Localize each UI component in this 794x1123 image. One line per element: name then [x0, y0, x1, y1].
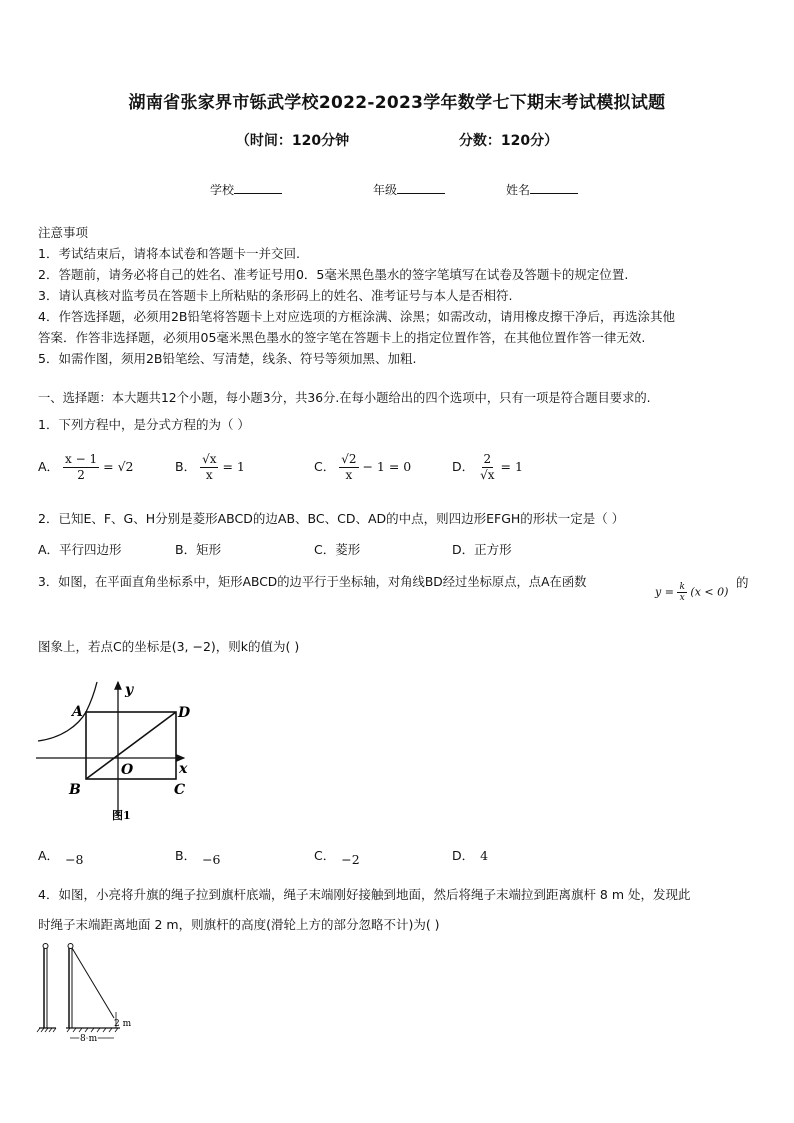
notice-heading: 注意事项 [38, 225, 89, 240]
q1-b-fraction [200, 452, 218, 483]
option-value: 4 [480, 848, 489, 863]
q1-d-fraction [478, 452, 496, 483]
pulley-right [68, 944, 73, 949]
notice-item: 4．作答选择题，必须用2B铅笔将答题卡上对应选项的方框涂满、涂黑；如需改动，请用橡皮擦干净后，再选涂其他 [38, 309, 675, 324]
question-4-stem-line1: 4．如图，小亮将升旗的绳子拉到旗杆底端，绳子末端刚好接触到地面，然后将绳子末端拉到距离旗杆 8 m 处，发现此 [38, 887, 691, 902]
distance-label: 8 m [80, 1034, 98, 1044]
q1-c-fraction [339, 452, 358, 483]
q1-a-rest: = √2 [103, 459, 134, 474]
height-label: 2 m [114, 1019, 132, 1029]
label-d: D [178, 705, 191, 721]
school-label: 学校 [210, 183, 235, 197]
label-b: B [69, 782, 81, 798]
q2-option-d: D．正方形 [452, 542, 512, 557]
option-label: C． [314, 459, 336, 474]
exam-score: 分数：120分） [458, 133, 559, 149]
option-label: D． [452, 848, 475, 863]
rope-pulled [72, 948, 114, 1018]
question-3-stem-line2: 图象上，若点C的坐标是(3, −2)，则k的值为( ) [38, 639, 300, 654]
notice-item: 2．答题前，请务必将自己的姓名、准考证号用0．5毫米黑色墨水的签字笔填写在试卷及答题卡的规定位置. [38, 267, 629, 282]
label-c: C [174, 782, 186, 798]
grade-blank [397, 182, 445, 194]
option-label: A． [38, 848, 60, 863]
question-4-stem-line2: 时绳子末端距离地面 2 m，则旗杆的高度(滑轮上方的部分忽略不计)为( ) [38, 917, 440, 932]
notice-item: 1．考试结束后，请将本试卷和答题卡一并交回. [38, 246, 300, 261]
q2-option-a: A．平行四边形 [38, 542, 122, 557]
q3-function [655, 582, 728, 603]
grade-field [373, 181, 445, 198]
option-label: C． [314, 848, 336, 863]
q3-option-c [314, 846, 360, 867]
notice-item: 答案．作答非选择题，必须用05毫米黑色墨水的签字笔在答题卡上的指定位置作答，在其他位置作答一律无效. [38, 330, 646, 345]
label-o: O [121, 762, 134, 778]
school-blank [234, 182, 282, 194]
q1-d-rest: = 1 [500, 459, 523, 474]
exam-meta [0, 130, 794, 150]
option-label: B． [175, 848, 197, 863]
denominator: x [205, 468, 213, 482]
name-blank [530, 182, 578, 194]
q1-a-fraction [63, 452, 99, 483]
q2-option-b: B．矩形 [175, 542, 222, 557]
notice-item: 5．如需作图，须用2B铅笔绘、写清楚，线条、符号等须加黑、加粗. [38, 351, 417, 366]
q3-option-d [452, 846, 488, 864]
q1-option-d [452, 452, 523, 483]
option-label: A． [38, 459, 60, 474]
option-label: B． [175, 459, 197, 474]
name-field [506, 181, 578, 198]
q3-option-b [175, 846, 221, 867]
numerator: k [679, 582, 685, 592]
numerator: √2 [341, 452, 357, 466]
q4-figure [36, 940, 136, 1045]
option-value: −2 [341, 852, 360, 867]
func-lhs: y = [655, 585, 674, 599]
numerator: x − 1 [65, 452, 98, 466]
section-heading: 一、选择题：本大题共12个小题，每小题3分，共36分.在每小题给出的四个选项中，只有一项是符合题目要求的. [38, 391, 651, 405]
denominator: x [345, 468, 353, 482]
name-label: 姓名 [506, 183, 531, 197]
func-domain: (x < 0) [690, 585, 729, 599]
label-a: A [72, 704, 83, 720]
q1-option-a [38, 452, 134, 483]
func-fraction [677, 582, 686, 603]
notice-item: 3．请认真核对监考员在答题卡上所粘贴的条形码上的姓名、准考证号与本人是否相符. [38, 288, 513, 303]
q1-option-c [314, 452, 411, 483]
page-title: 湖南省张家界市铄武学校2022-2023学年数学七下期末考试模拟试题 [128, 93, 666, 113]
denominator: x [679, 593, 685, 603]
figure-caption: 图1 [112, 809, 131, 822]
q3-tail: 的 [736, 575, 749, 590]
q3-figure [36, 676, 196, 826]
q3-option-a [38, 846, 84, 867]
denominator: √x [480, 468, 495, 482]
q1-option-b [175, 452, 245, 483]
option-label: D． [452, 459, 475, 474]
exam-time: （时间：120分钟 [235, 133, 350, 149]
question-1-stem: 1．下列方程中，是分式方程的为（ ） [38, 417, 250, 432]
pulley-left [43, 944, 48, 949]
label-y: y [125, 682, 134, 698]
q1-b-rest: = 1 [222, 459, 245, 474]
denominator: 2 [77, 468, 85, 482]
numerator: √x [202, 452, 217, 466]
question-3-stem-line1: 3．如图，在平面直角坐标系中，矩形ABCD的边平行于坐标轴，对角线BD经过坐标原点，点A在函数 [38, 575, 587, 589]
q2-option-c: C．菱形 [314, 542, 361, 557]
grade-label: 年级 [373, 183, 398, 197]
question-2-stem: 2．已知E、F、G、H分别是菱形ABCD的边AB、BC、CD、AD的中点，则四边形EFGH的形状一定是（ ） [38, 511, 625, 526]
school-field [210, 181, 282, 198]
label-x: x [179, 761, 188, 777]
numerator: 2 [483, 452, 492, 466]
option-value: −8 [65, 852, 84, 867]
option-value: −6 [202, 852, 221, 867]
q1-c-rest: − 1 = 0 [362, 459, 412, 474]
